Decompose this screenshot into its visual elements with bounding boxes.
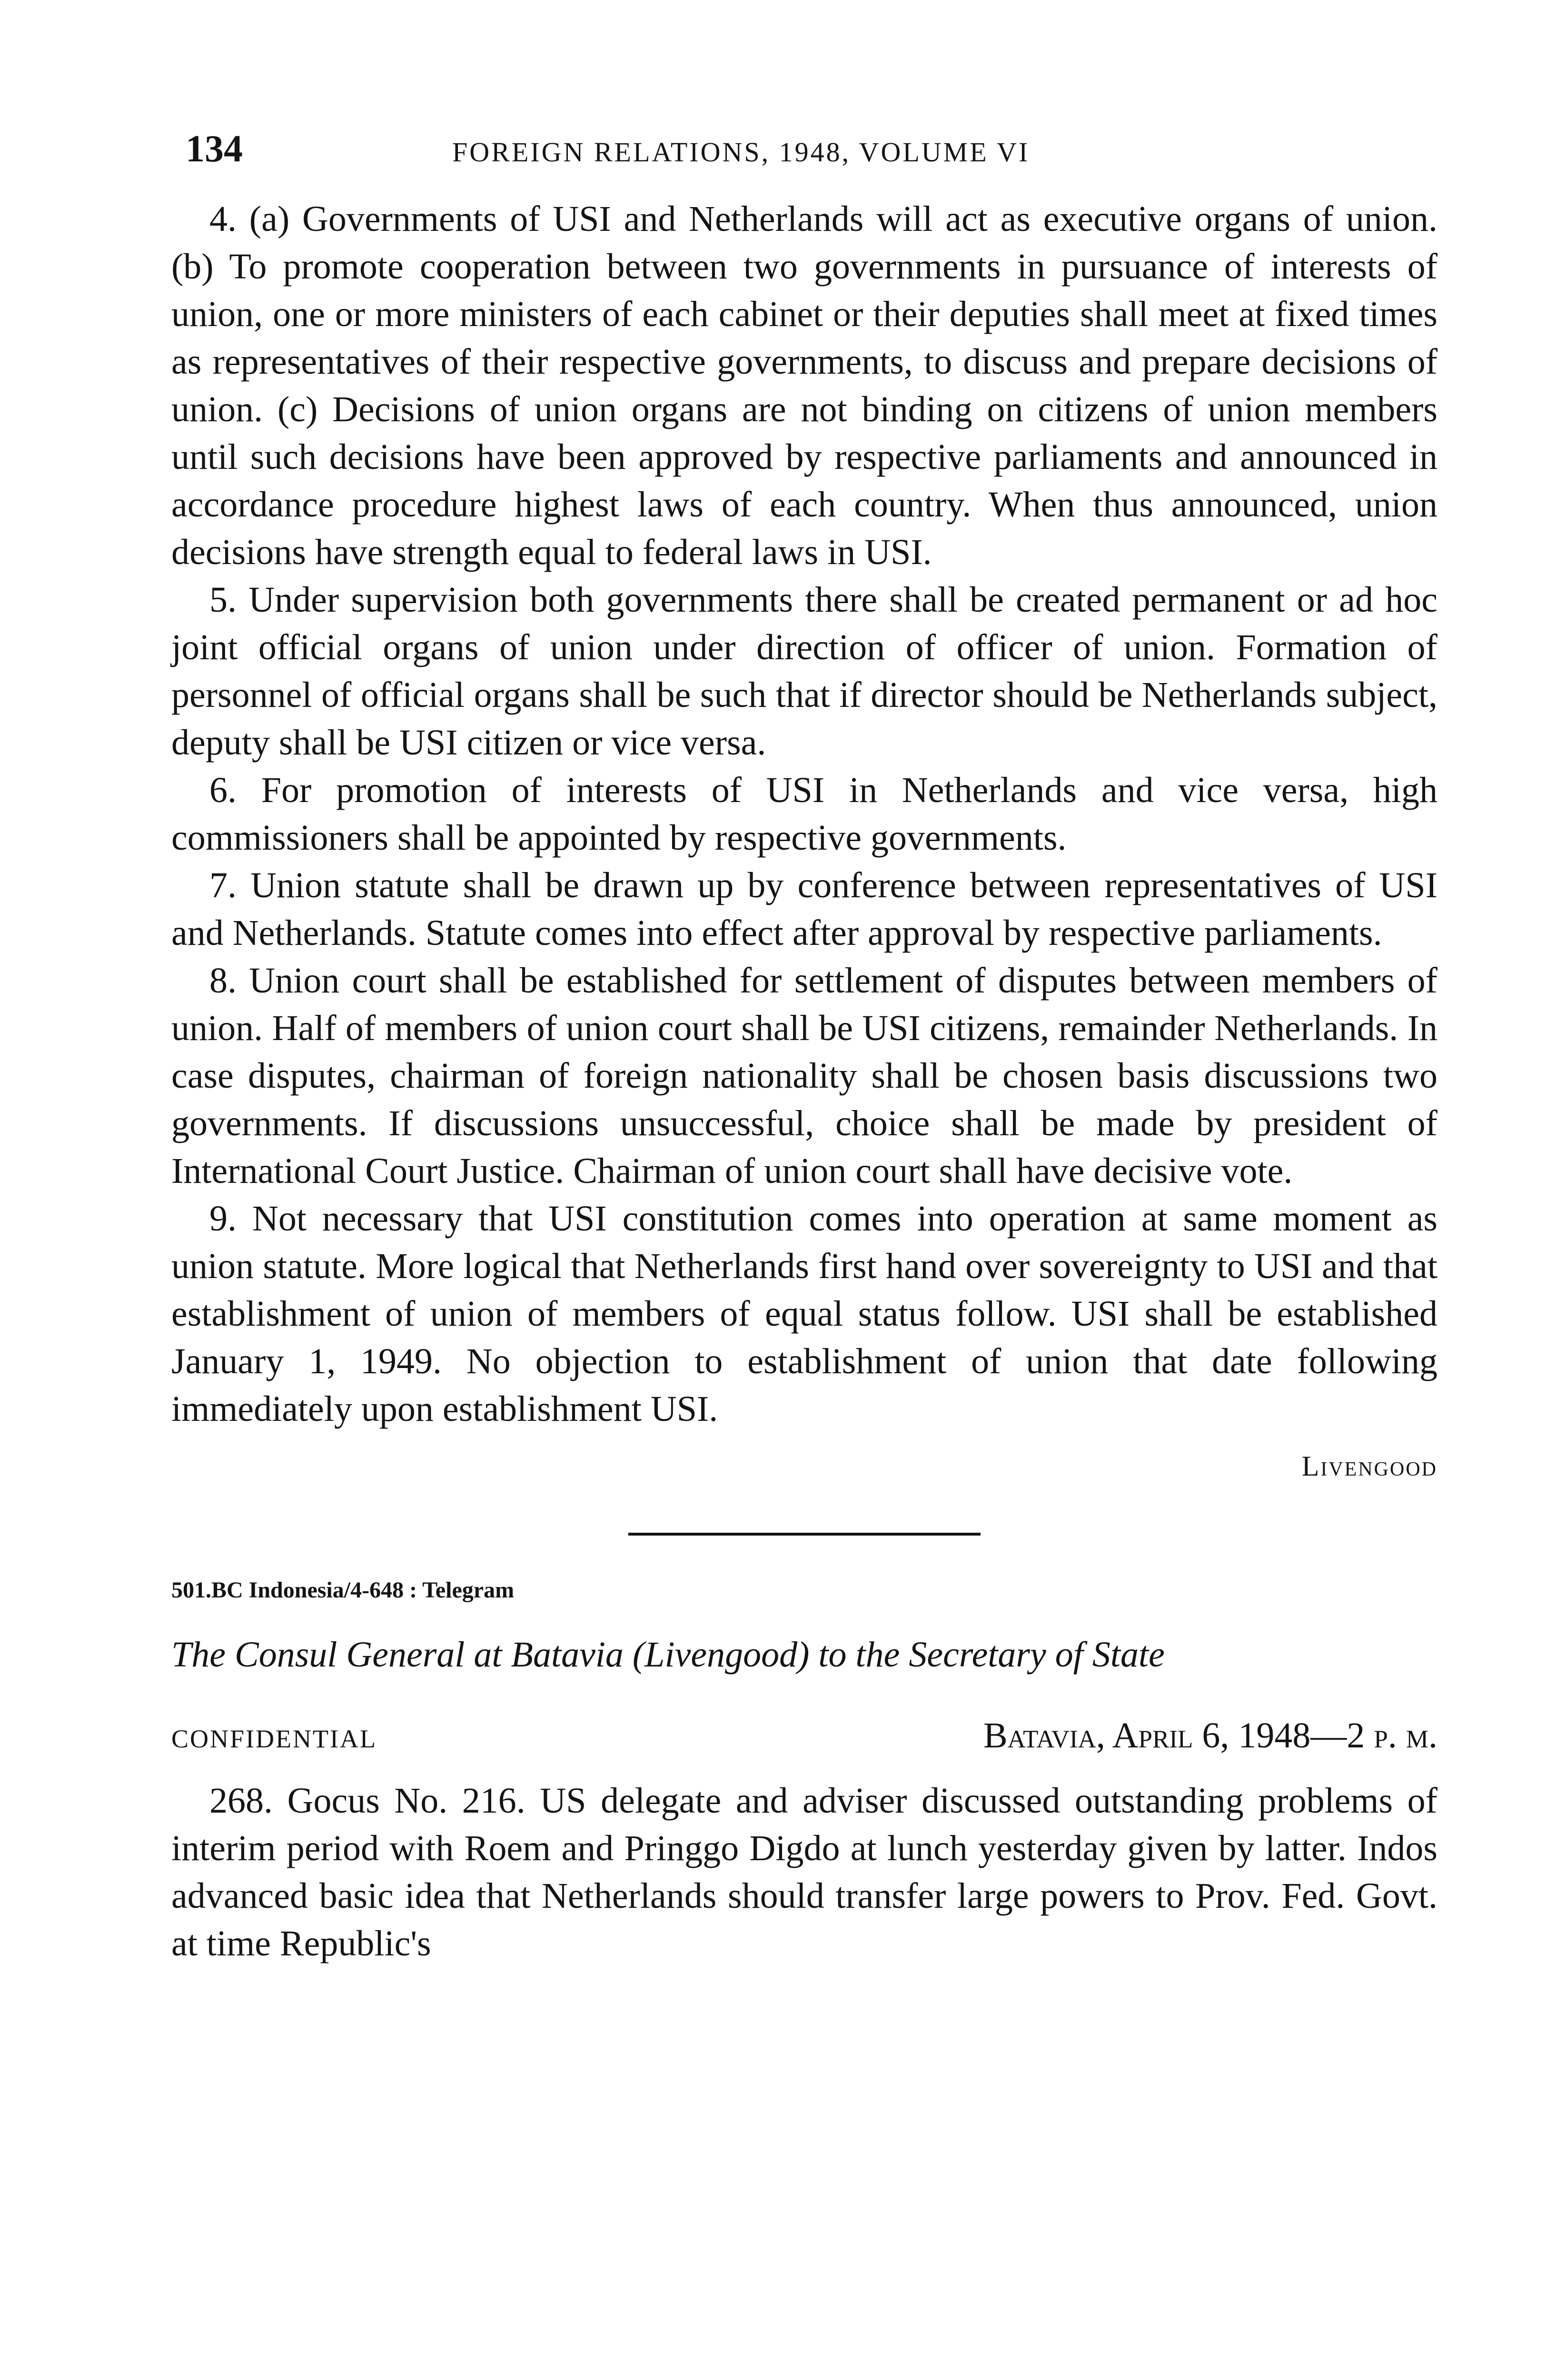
body-text <box>171 195 1437 1967</box>
paragraph-7: 7. Union statute shall be drawn up by conference between representatives of USI and Netherlands. Statute comes into effect after approval by respective parliaments. <box>171 865 1437 953</box>
paragraph-8: 8. Union court shall be established for settlement of disputes between members of union. Half of members of union court shall be USI citizens, remainder Netherlands. In case disputes, chairman of foreign nationality shall be chosen basis discussions two governments. If discussions unsuccessful, choice shall be made by president of International Court Justice. Chairman of union court shall have decisive vote. <box>171 961 1437 1191</box>
telegram-paragraph: 268. Gocus No. 216. US delegate and adviser discussed outstanding problems of interim period with Roem and Pringgo Digdo at lunch yesterday given by latter. Indos advanced basic idea that Netherlands should transfer large powers to Prov. Fed. Govt. at time Republic's <box>171 1781 1437 1964</box>
paragraph-9: 9. Not necessary that USI constitution comes into operation at same moment as union statute. More logical that Netherlands first hand over sovereignty to USI and that establishment of union of members of equal status follow. USI shall be established January 1, 1949. No objection to establishment of union that date following immediately upon establishment USI. <box>171 1199 1437 1429</box>
page-number: 134 <box>186 128 243 170</box>
dateline-row <box>171 1712 1437 1763</box>
paragraph-4: 4. (a) Governments of USI and Netherlands will act as executive organs of union. (b) To promote cooperation between two governments in pursuance of interests of union, one or more ministers of each cabinet or their deputies shall meet at fixed times as representatives of their respective governments, to discuss and prepare decisions of union. (c) Decisions of union organs are not binding on citizens of union members until such decisions have been approved by respective parliaments and announced in accordance procedure highest laws of each country. When thus announced, union decisions have strength equal to federal laws in USI. <box>171 199 1437 572</box>
paragraph-6: 6. For promotion of interests of USI in Netherlands and vice versa, high commissioners shall be appointed by respective governments. <box>171 770 1437 858</box>
classification: CONFIDENTIAL <box>171 1725 377 1753</box>
paragraph-5: 5. Under supervision both governments there shall be created permanent or ad hoc joint official organs of union under direction of officer of union. Formation of personnel of official organs shall be such that if director should be Netherlands subject, deputy shall be USI citizen or vice versa. <box>171 580 1437 763</box>
page-header <box>186 123 1442 175</box>
running-head: FOREIGN RELATIONS, 1948, VOLUME VI <box>452 137 1030 168</box>
signature: Livengood <box>1301 1450 1437 1482</box>
section-divider <box>628 1533 981 1536</box>
file-reference: 501.BC Indonesia/4-648 : Telegram <box>171 1577 515 1603</box>
dateline: Batavia, April 6, 1948—2 p. m. <box>983 1716 1437 1755</box>
document-title: The Consul General at Batavia (Livengood) to the Secretary of State <box>171 1635 1165 1675</box>
